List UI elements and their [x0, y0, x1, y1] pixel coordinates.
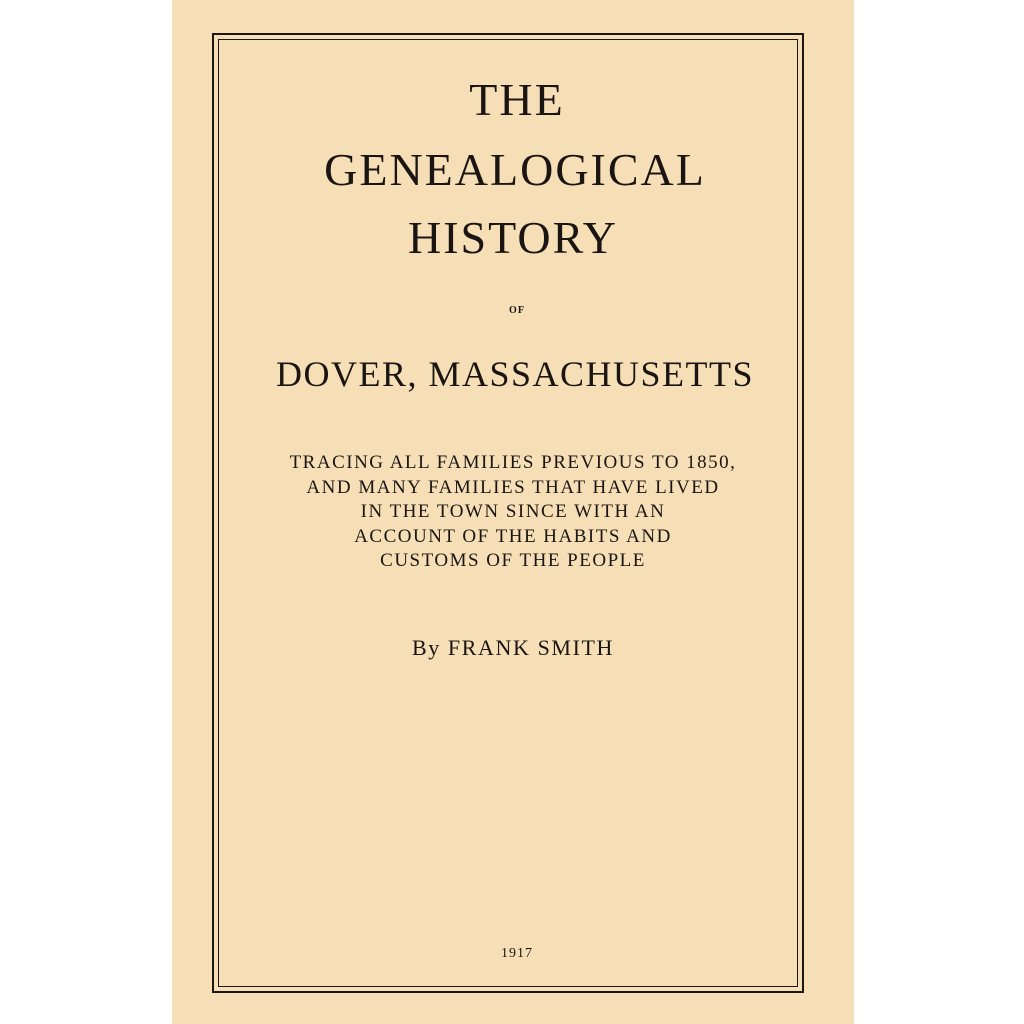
title-connector-of: OF: [509, 305, 525, 316]
publication-year: 1917: [501, 946, 533, 961]
subtitle-line-4: ACCOUNT OF THE HABITS AND: [354, 525, 672, 547]
title-line-2: GENEALOGICAL: [324, 144, 706, 195]
place-title: DOVER, MASSACHUSETTS: [275, 354, 755, 394]
subtitle-line-5: CUSTOMS OF THE PEOPLE: [380, 550, 646, 571]
title-line-3: HISTORY: [408, 212, 618, 263]
subtitle-line-3: IN THE TOWN SINCE WITH AN: [360, 501, 666, 522]
subtitle-line-2: AND MANY FAMILIES THAT HAVE LIVED: [306, 476, 720, 498]
subtitle-line-1: TRACING ALL FAMILIES PREVIOUS TO 1850,: [289, 452, 737, 473]
subtitle-block: [172, 451, 854, 574]
title-line-1: THE: [469, 74, 565, 125]
author-line: By FRANK SMITH: [411, 635, 615, 660]
book-cover-page: [172, 0, 854, 1024]
